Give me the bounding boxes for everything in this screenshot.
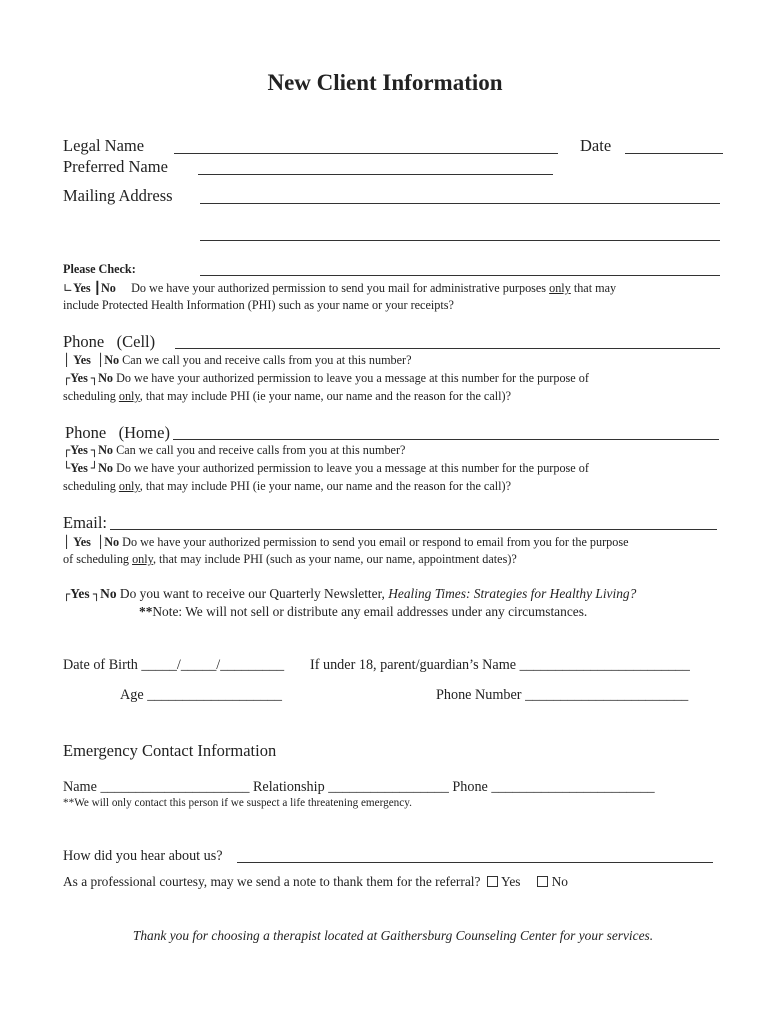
yes-label: Yes	[70, 443, 88, 457]
guardian-label: If under 18, parent/guardian’s Name	[310, 657, 517, 673]
date-field[interactable]	[625, 153, 723, 154]
phone-cell-label: Phone (Cell)	[63, 332, 156, 351]
dob-field[interactable]: _____/_____/_________	[141, 657, 285, 673]
no-checkbox[interactable]	[537, 876, 548, 887]
no-label: No	[100, 281, 116, 295]
yes-label: Yes	[73, 535, 91, 549]
no-label: No	[104, 353, 120, 367]
no-label: No	[98, 461, 114, 475]
date-label: Date	[580, 136, 612, 155]
no-checkbox-icon[interactable]: ┐	[90, 371, 99, 385]
legal-name-label: Legal Name	[63, 136, 145, 155]
no-checkbox-icon[interactable]: ┐	[92, 587, 101, 601]
no-label: No	[104, 535, 120, 549]
mail-permission-text-end: that may	[573, 281, 617, 295]
page-title: New Client Information	[267, 70, 503, 95]
thank-you-footer: Thank you for choosing a therapist located at Gaithersburg Counseling Center for your services.	[132, 928, 654, 943]
preferred-name-label: Preferred Name	[63, 157, 168, 176]
email-q1-line2: of scheduling only, that may include PHI (such as your name, our name, appointment dates)?	[63, 552, 517, 566]
hear-field[interactable]	[237, 862, 713, 863]
referral-question: As a professional courtesy, may we send a note to thank them for the referral?	[63, 874, 481, 889]
legal-name-field[interactable]	[174, 153, 558, 154]
phone-cell-field[interactable]	[175, 348, 720, 349]
emergency-name-label: Name	[63, 779, 97, 795]
yes-checkbox-icon[interactable]: └	[63, 461, 71, 475]
guardian-name-field[interactable]: ________________________	[519, 657, 690, 673]
yes-checkbox-icon[interactable]: ∟	[63, 281, 74, 295]
question-text: Can we call you and receive calls from you at this number?	[122, 353, 412, 367]
guardian-row	[310, 657, 690, 674]
no-label: No	[98, 371, 114, 385]
phone-home-q1	[63, 443, 405, 458]
phone-cell-q2-line2: scheduling only, that may include PHI (ie your name, our name and the reason for the call)?	[63, 389, 511, 403]
no-checkbox-icon[interactable]: │	[96, 535, 105, 549]
newsletter-row	[63, 586, 636, 602]
phone-home-q2-line2: scheduling only, that may include PHI (ie your name, our name and the reason for the call)?	[63, 479, 511, 493]
emergency-heading: Emergency Contact Information	[63, 741, 277, 760]
email-label: Email:	[63, 513, 107, 532]
phone-home-field[interactable]	[173, 439, 719, 440]
yes-checkbox-icon[interactable]: ┌	[63, 587, 71, 601]
question-text: Do we have your authorized permission to leave you a message at this number for the purpose of	[116, 461, 589, 475]
phone-number-field[interactable]: _______________________	[525, 687, 689, 703]
yes-checkbox-icon[interactable]: ┌	[63, 443, 71, 457]
only-emphasis: only	[549, 281, 571, 295]
email-field[interactable]	[110, 529, 717, 530]
age-field[interactable]: ___________________	[147, 687, 282, 703]
phone-number-label: Phone Number	[436, 687, 522, 703]
age-row	[120, 687, 282, 704]
mailing-address-line-2[interactable]	[200, 240, 720, 241]
referral-row	[63, 874, 568, 890]
please-check-label: Please Check:	[63, 262, 136, 276]
emergency-name-field[interactable]: _____________________	[100, 779, 250, 795]
only-emphasis: only	[118, 389, 140, 403]
no-label: No	[100, 586, 117, 601]
mailing-address-label: Mailing Address	[63, 186, 173, 205]
no-checkbox-icon[interactable]: ┐	[90, 443, 99, 457]
phone-cell-q1	[63, 353, 412, 368]
yes-label: Yes	[73, 281, 91, 295]
no-checkbox-icon[interactable]: │	[96, 353, 105, 367]
mail-permission-text-2: include Protected Health Information (PHI) such as your name or your receipts?	[63, 298, 454, 312]
only-emphasis: only	[118, 479, 140, 493]
age-label: Age	[120, 687, 144, 703]
question-text: Can we call you and receive calls from you at this number?	[116, 443, 406, 457]
question-text: Do we have your authorized permission to send you email or respond to email from you for the purpose	[122, 535, 629, 549]
no-checkbox-icon[interactable]: ┘	[90, 461, 99, 475]
mail-permission-row	[63, 281, 616, 296]
yes-label: Yes	[501, 874, 521, 889]
guardian-phone-row	[436, 687, 688, 704]
emergency-note: **We will only contact this person if we suspect a life threatening emergency.	[63, 797, 412, 809]
newsletter-title: Healing Times: Strategies for Healthy Living?	[388, 586, 637, 601]
yes-label: Yes	[70, 461, 88, 475]
mailing-address-line-1[interactable]	[200, 203, 720, 204]
no-label: No	[98, 443, 114, 457]
dob-label: Date of Birth	[63, 657, 138, 673]
phone-home-label: Phone (Home)	[65, 423, 170, 442]
yes-checkbox-icon[interactable]: ┌	[63, 371, 71, 385]
no-checkbox-icon[interactable]: ┃	[93, 281, 101, 295]
mailing-address-line-3[interactable]	[200, 275, 720, 276]
yes-checkbox[interactable]	[487, 876, 498, 887]
newsletter-text: Do you want to receive our Quarterly Newsletter,	[119, 586, 385, 601]
mail-permission-text: Do we have your authorized permission to send you mail for administrative purposes	[131, 281, 547, 295]
phone-cell-q2	[63, 371, 589, 386]
relationship-field[interactable]: _________________	[328, 779, 449, 795]
question-text: Do we have your authorized permission to leave you a message at this number for the purpose of	[116, 371, 589, 385]
emergency-phone-label: Phone	[452, 779, 488, 795]
email-q1	[63, 535, 629, 550]
preferred-name-field[interactable]	[198, 174, 553, 175]
yes-label: Yes	[70, 371, 88, 385]
yes-checkbox-icon[interactable]: │	[63, 535, 71, 549]
emergency-row	[63, 779, 655, 796]
yes-label: Yes	[70, 586, 90, 601]
phone-home-q2	[63, 461, 589, 476]
yes-label: Yes	[73, 353, 91, 367]
yes-checkbox-icon[interactable]: │	[63, 353, 71, 367]
dob-row	[63, 657, 284, 674]
relationship-label: Relationship	[252, 779, 325, 795]
newsletter-note: **Note: We will not sell or distribute any email addresses under any circumstances.	[139, 604, 588, 619]
only-emphasis: only	[132, 552, 153, 566]
no-label: No	[551, 874, 568, 889]
emergency-phone-field[interactable]: _______________________	[491, 779, 655, 795]
hear-question: How did you hear about us?	[63, 848, 223, 864]
